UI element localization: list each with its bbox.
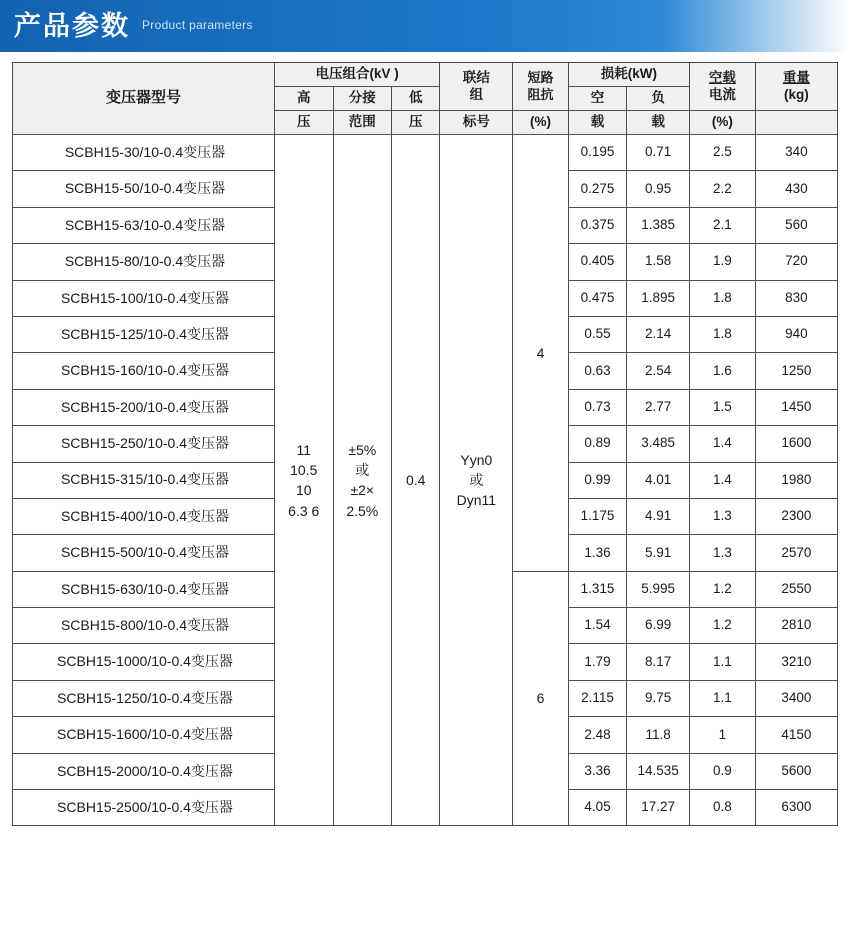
cell-model: SCBH15-1600/10-0.4变压器 xyxy=(13,717,275,753)
cell-weight: 4150 xyxy=(755,717,837,753)
cell-weight: 2810 xyxy=(755,608,837,644)
cell-model: SCBH15-315/10-0.4变压器 xyxy=(13,462,275,498)
cell-loss-load: 3.485 xyxy=(627,426,690,462)
cell-no-load-current: 1.6 xyxy=(689,353,755,389)
transformer-spec-table xyxy=(12,62,838,826)
cell-voltage-low: 0.4 xyxy=(392,135,440,826)
cell-loss-noload: 0.195 xyxy=(568,135,627,171)
cell-loss-noload: 0.475 xyxy=(568,280,627,316)
cell-model: SCBH15-2000/10-0.4变压器 xyxy=(13,753,275,789)
cell-loss-load: 11.8 xyxy=(627,717,690,753)
header-row-1 xyxy=(13,63,838,87)
cell-loss-load: 0.95 xyxy=(627,171,690,207)
banner-title-cn: 产品参数 xyxy=(14,10,130,41)
cell-no-load-current: 1.4 xyxy=(689,462,755,498)
cell-loss-noload: 1.54 xyxy=(568,608,627,644)
cell-loss-noload: 0.375 xyxy=(568,207,627,243)
cell-loss-noload: 0.63 xyxy=(568,353,627,389)
header-voltage-high-2: 压 xyxy=(274,111,333,135)
cell-loss-noload: 2.48 xyxy=(568,717,627,753)
cell-no-load-current: 2.2 xyxy=(689,171,755,207)
cell-voltage-tap: ±5% 或 ±2× 2.5% xyxy=(333,135,392,826)
cell-no-load-current: 2.5 xyxy=(689,135,755,171)
header-nlcurrent-unit: (%) xyxy=(689,111,755,135)
cell-model: SCBH15-63/10-0.4变压器 xyxy=(13,207,275,243)
cell-model: SCBH15-400/10-0.4变压器 xyxy=(13,498,275,534)
cell-weight: 2300 xyxy=(755,498,837,534)
cell-impedance-4: 4 xyxy=(513,135,568,572)
cell-weight: 5600 xyxy=(755,753,837,789)
cell-loss-load: 4.91 xyxy=(627,498,690,534)
header-voltage-tap-2: 范围 xyxy=(333,111,392,135)
cell-weight: 940 xyxy=(755,316,837,352)
header-nlcurrent-line1: 空载 xyxy=(708,69,736,85)
header-voltage-group: 电压组合(kV ) xyxy=(274,63,439,87)
cell-no-load-current: 1.2 xyxy=(689,608,755,644)
cell-weight: 560 xyxy=(755,207,837,243)
cell-no-load-current: 1.2 xyxy=(689,571,755,607)
cell-loss-load: 8.17 xyxy=(627,644,690,680)
banner-title-en: Product parameters xyxy=(142,18,253,32)
cell-weight: 6300 xyxy=(755,790,837,826)
cell-model: SCBH15-200/10-0.4变压器 xyxy=(13,389,275,425)
cell-no-load-current: 0.8 xyxy=(689,790,755,826)
cell-loss-load: 4.01 xyxy=(627,462,690,498)
table-row xyxy=(13,135,838,171)
cell-no-load-current: 1.1 xyxy=(689,644,755,680)
header-voltage-low-2: 压 xyxy=(392,111,440,135)
cell-model: SCBH15-250/10-0.4变压器 xyxy=(13,426,275,462)
header-connection-line2: 组 xyxy=(469,86,484,102)
cell-model: SCBH15-2500/10-0.4变压器 xyxy=(13,790,275,826)
header-loss-noload: 空 xyxy=(568,87,627,111)
cell-weight: 1600 xyxy=(755,426,837,462)
cell-loss-load: 2.77 xyxy=(627,389,690,425)
header-impedance-unit: (%) xyxy=(513,111,568,135)
cell-model: SCBH15-160/10-0.4变压器 xyxy=(13,353,275,389)
header-connection xyxy=(440,63,513,111)
cell-loss-noload: 3.36 xyxy=(568,753,627,789)
cell-no-load-current: 1.8 xyxy=(689,280,755,316)
header-weight xyxy=(755,63,837,111)
cell-weight: 2570 xyxy=(755,535,837,571)
cell-loss-load: 2.54 xyxy=(627,353,690,389)
cell-loss-load: 5.91 xyxy=(627,535,690,571)
cell-model: SCBH15-80/10-0.4变压器 xyxy=(13,244,275,280)
cell-no-load-current: 1.4 xyxy=(689,426,755,462)
header-voltage-tap: 分接 xyxy=(333,87,392,111)
cell-loss-noload: 0.89 xyxy=(568,426,627,462)
cell-loss-noload: 0.405 xyxy=(568,244,627,280)
header-no-load-current xyxy=(689,63,755,111)
header-weight-line1: 重量 xyxy=(782,69,810,85)
cell-weight: 720 xyxy=(755,244,837,280)
cell-no-load-current: 0.9 xyxy=(689,753,755,789)
header-impedance-line2: 阻抗 xyxy=(527,86,554,102)
spec-table-container xyxy=(0,52,850,826)
cell-model: SCBH15-500/10-0.4变压器 xyxy=(13,535,275,571)
cell-loss-noload: 4.05 xyxy=(568,790,627,826)
cell-loss-load: 5.995 xyxy=(627,571,690,607)
cell-weight: 1250 xyxy=(755,353,837,389)
cell-no-load-current: 1.9 xyxy=(689,244,755,280)
cell-weight: 430 xyxy=(755,171,837,207)
cell-loss-noload: 1.79 xyxy=(568,644,627,680)
cell-weight: 3400 xyxy=(755,680,837,716)
cell-model: SCBH15-1250/10-0.4变压器 xyxy=(13,680,275,716)
cell-loss-load: 9.75 xyxy=(627,680,690,716)
cell-weight: 1450 xyxy=(755,389,837,425)
cell-loss-noload: 2.115 xyxy=(568,680,627,716)
header-nlcurrent-line2: 电流 xyxy=(708,86,736,102)
cell-model: SCBH15-1000/10-0.4变压器 xyxy=(13,644,275,680)
cell-loss-noload: 0.99 xyxy=(568,462,627,498)
cell-model: SCBH15-50/10-0.4变压器 xyxy=(13,171,275,207)
cell-model: SCBH15-630/10-0.4变压器 xyxy=(13,571,275,607)
header-model: 变压器型号 xyxy=(13,63,275,135)
table-head xyxy=(13,63,838,135)
page-banner xyxy=(0,0,850,52)
header-loss-noload-2: 载 xyxy=(568,111,627,135)
table-body xyxy=(13,135,838,826)
cell-loss-load: 1.385 xyxy=(627,207,690,243)
header-weight-blank xyxy=(755,111,837,135)
header-loss-load-2: 载 xyxy=(627,111,690,135)
cell-voltage-high: 11 10.5 10 6.3 6 xyxy=(274,135,333,826)
cell-loss-noload: 0.73 xyxy=(568,389,627,425)
header-voltage-low: 低 xyxy=(392,87,440,111)
cell-loss-noload: 1.175 xyxy=(568,498,627,534)
cell-weight: 3210 xyxy=(755,644,837,680)
cell-loss-load: 14.535 xyxy=(627,753,690,789)
cell-no-load-current: 1.5 xyxy=(689,389,755,425)
cell-impedance-6: 6 xyxy=(513,571,568,826)
header-voltage-high: 高 xyxy=(274,87,333,111)
header-impedance-line1: 短路 xyxy=(527,70,554,86)
cell-loss-load: 1.58 xyxy=(627,244,690,280)
header-weight-line2: (kg) xyxy=(783,86,809,102)
cell-weight: 830 xyxy=(755,280,837,316)
cell-weight: 1980 xyxy=(755,462,837,498)
cell-model: SCBH15-800/10-0.4变压器 xyxy=(13,608,275,644)
header-connection-line1: 联结 xyxy=(462,69,490,85)
cell-weight: 340 xyxy=(755,135,837,171)
cell-model: SCBH15-30/10-0.4变压器 xyxy=(13,135,275,171)
cell-no-load-current: 2.1 xyxy=(689,207,755,243)
cell-loss-load: 17.27 xyxy=(627,790,690,826)
cell-weight: 2550 xyxy=(755,571,837,607)
cell-loss-load: 0.71 xyxy=(627,135,690,171)
cell-model: SCBH15-125/10-0.4变压器 xyxy=(13,316,275,352)
cell-loss-load: 2.14 xyxy=(627,316,690,352)
cell-connection: Yyn0 或 Dyn11 xyxy=(440,135,513,826)
header-connection-label: 标号 xyxy=(440,111,513,135)
cell-loss-noload: 0.275 xyxy=(568,171,627,207)
cell-loss-load: 6.99 xyxy=(627,608,690,644)
header-loss: 损耗(kW) xyxy=(568,63,689,87)
cell-no-load-current: 1.8 xyxy=(689,316,755,352)
header-loss-load: 负 xyxy=(627,87,690,111)
cell-model: SCBH15-100/10-0.4变压器 xyxy=(13,280,275,316)
cell-loss-noload: 1.36 xyxy=(568,535,627,571)
cell-no-load-current: 1 xyxy=(689,717,755,753)
cell-no-load-current: 1.1 xyxy=(689,680,755,716)
header-impedance xyxy=(513,63,568,111)
cell-loss-noload: 0.55 xyxy=(568,316,627,352)
cell-no-load-current: 1.3 xyxy=(689,498,755,534)
cell-loss-noload: 1.315 xyxy=(568,571,627,607)
cell-no-load-current: 1.3 xyxy=(689,535,755,571)
cell-loss-load: 1.895 xyxy=(627,280,690,316)
